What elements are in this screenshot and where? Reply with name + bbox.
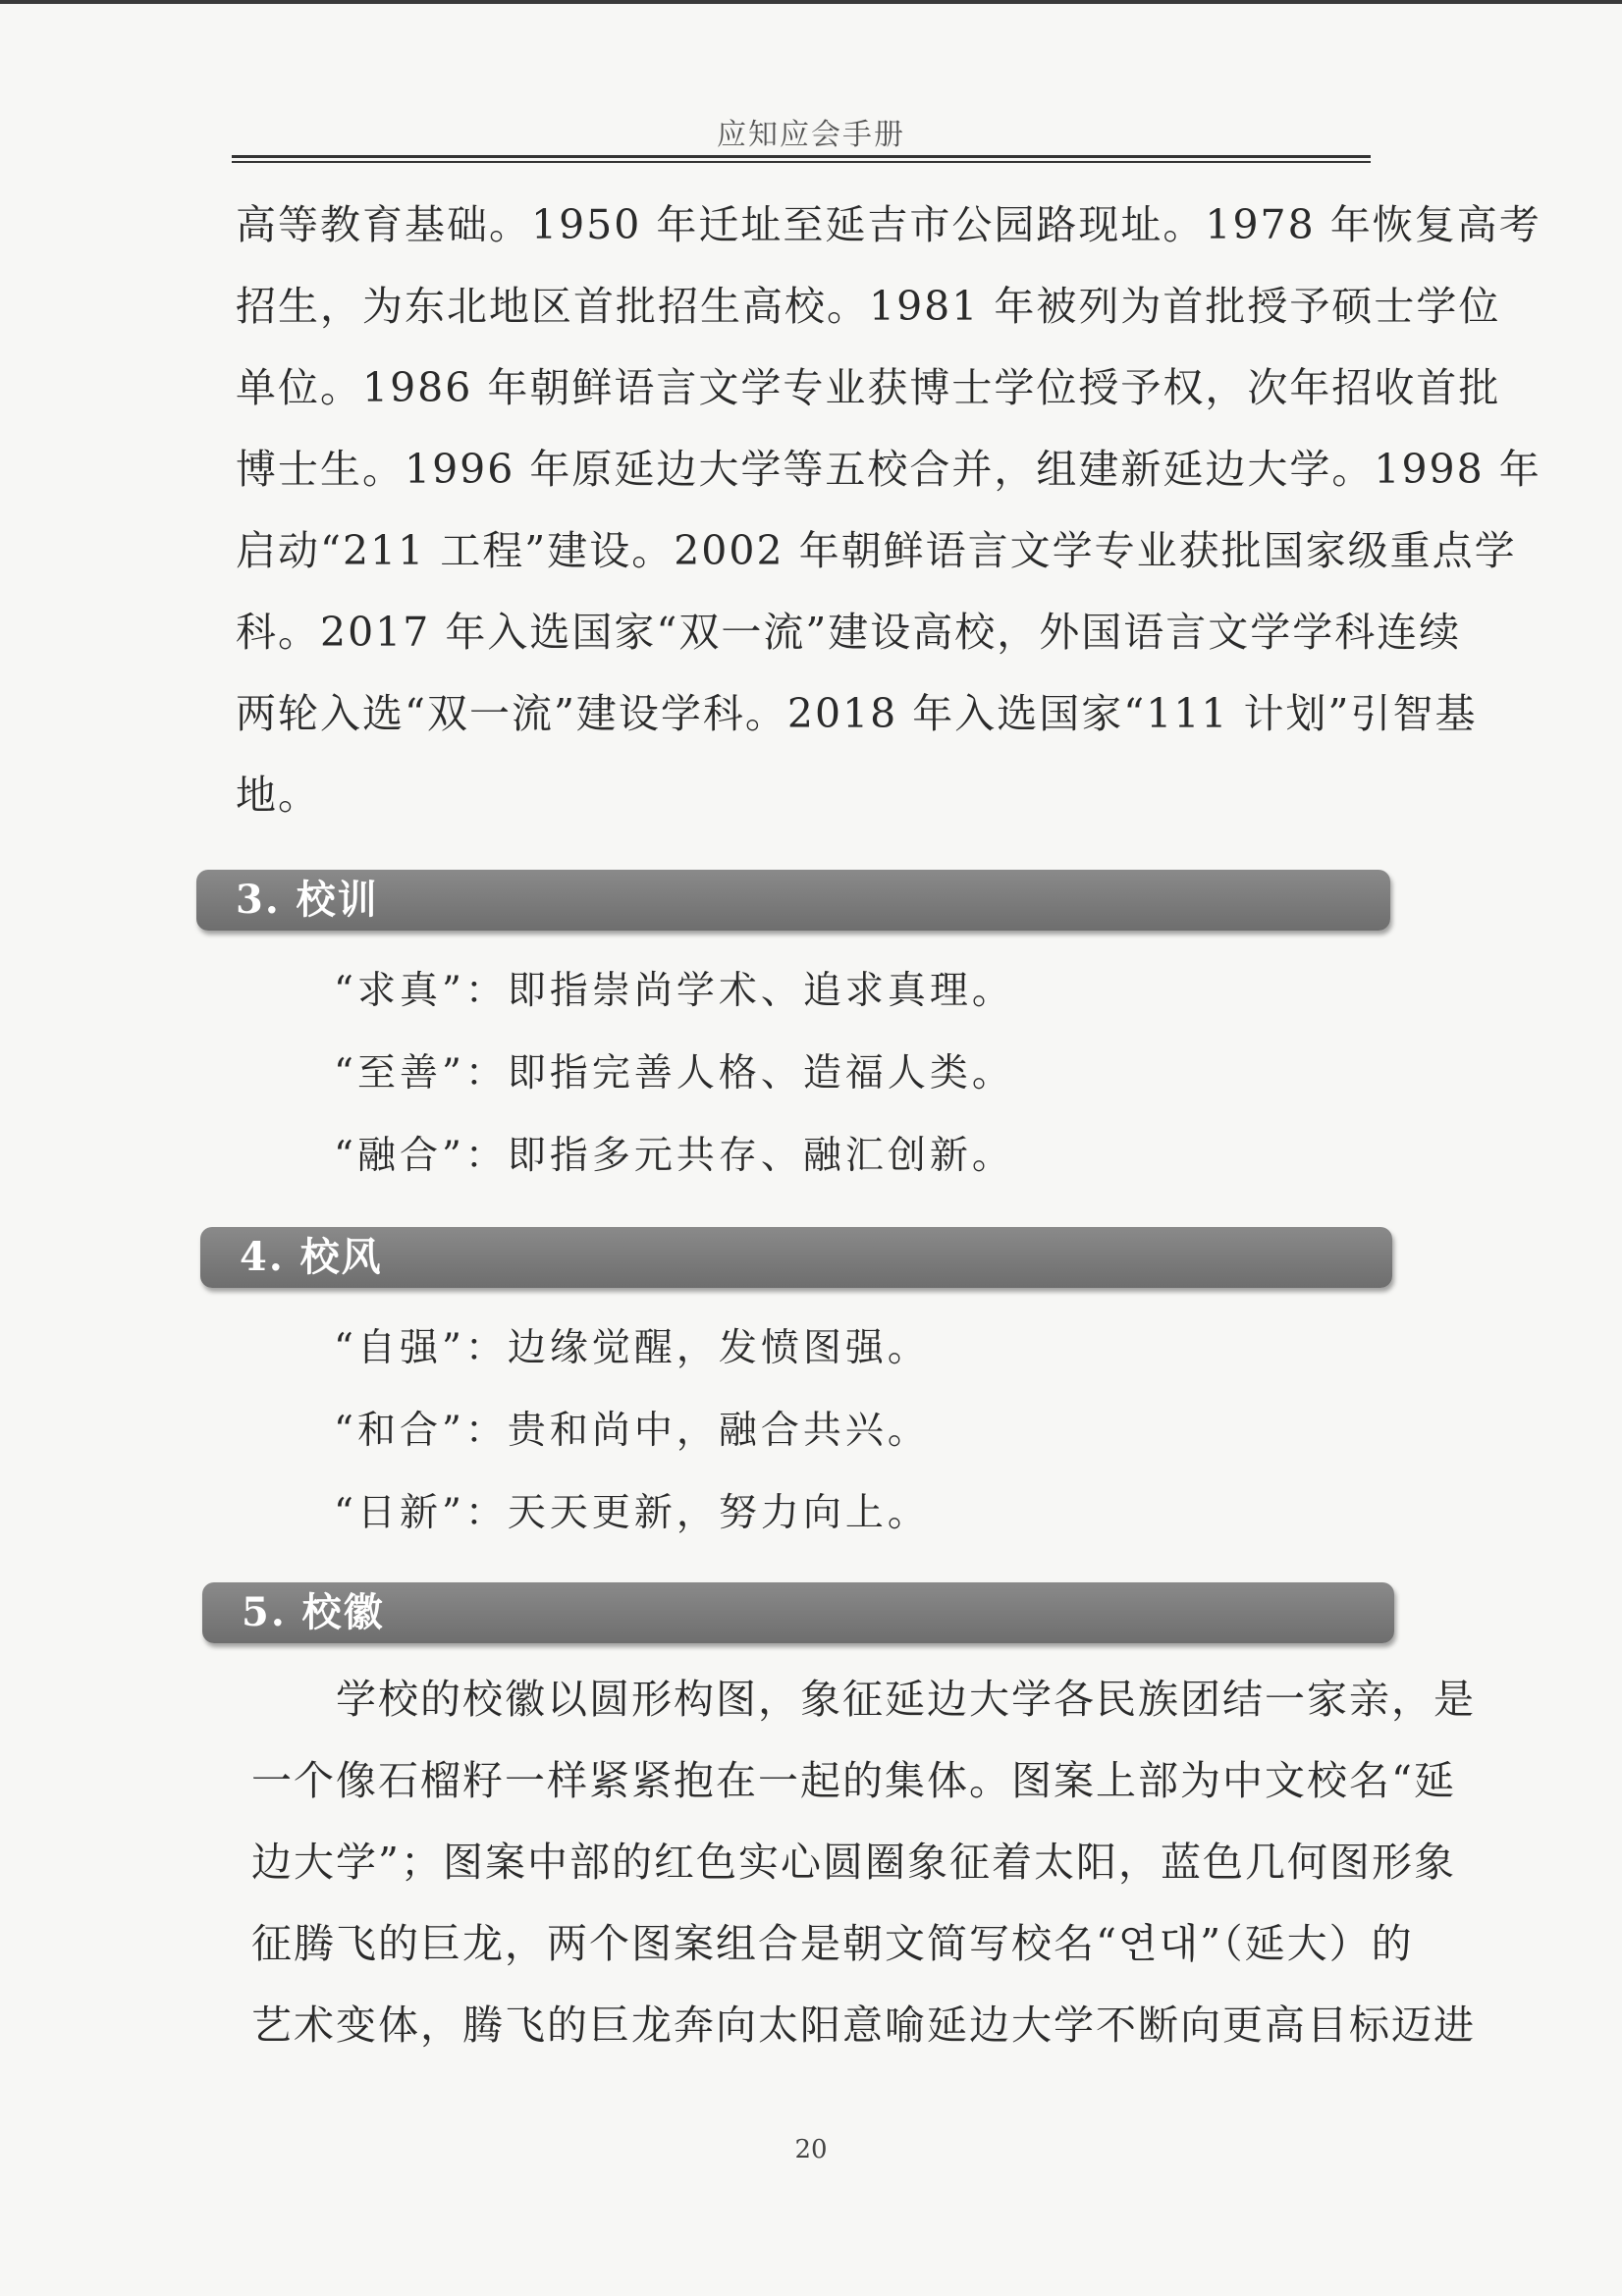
history-line: 启动“211 工程”建设。2002 年朝鲜语言文学专业获批国家级重点学 xyxy=(236,527,1517,574)
section-heading-ethos: 4. 校风 xyxy=(200,1227,1392,1288)
ethos-list xyxy=(334,1308,930,1555)
emblem-paragraph xyxy=(251,1659,1476,2066)
history-line: 地。 xyxy=(236,772,320,819)
ethos-item: “日新”：天天更新，努力向上。 xyxy=(334,1491,930,1535)
ethos-item: “和合”：贵和尚中，融合共兴。 xyxy=(334,1409,930,1453)
motto-item: “融合”：即指多元共存、融汇创新。 xyxy=(334,1134,1014,1178)
history-line: 招生，为东北地区首批招生高校。1981 年被列为首批授予硕士学位 xyxy=(236,283,1501,330)
running-header: 应知应会手册 xyxy=(717,118,905,152)
history-line: 高等教育基础。1950 年迁址至延吉市公园路现址。1978 年恢复高考 xyxy=(236,201,1541,248)
history-paragraph xyxy=(236,185,1541,836)
emblem-line: 征腾飞的巨龙，两个图案组合是朝文简写校名“연대”（延大）的 xyxy=(251,1920,1414,1967)
history-line: 两轮入选“双一流”建设学科。2018 年入选国家“111 计划”引智基 xyxy=(236,690,1478,737)
section-heading-emblem: 5. 校徽 xyxy=(202,1582,1394,1643)
page-number: 20 xyxy=(794,2135,828,2164)
header-double-rule xyxy=(232,155,1371,163)
emblem-line: 一个像石榴籽一样紧紧抱在一起的集体。图案上部为中文校名“延 xyxy=(251,1757,1456,1804)
history-line: 博士生。1996 年原延边大学等五校合并，组建新延边大学。1998 年 xyxy=(236,446,1541,493)
history-line: 单位。1986 年朝鲜语言文学专业获博士学位授予权，次年招收首批 xyxy=(236,364,1501,411)
emblem-line: 边大学”；图案中部的红色实心圆圈象征着太阳，蓝色几何图形象 xyxy=(251,1839,1456,1886)
motto-item: “求真”：即指崇尚学术、追求真理。 xyxy=(334,969,1014,1013)
emblem-line: 艺术变体，腾飞的巨龙奔向太阳意喻延边大学不断向更高目标迈进 xyxy=(251,2002,1476,2049)
motto-list xyxy=(334,950,1014,1198)
ethos-item: “自强”：边缘觉醒，发愤图强。 xyxy=(334,1326,930,1370)
motto-item: “至善”：即指完善人格、造福人类。 xyxy=(334,1051,1014,1095)
section-heading-motto: 3. 校训 xyxy=(196,870,1390,931)
scan-top-edge xyxy=(0,0,1622,4)
history-line: 科。2017 年入选国家“双一流”建设高校，外国语言文学学科连续 xyxy=(236,609,1462,656)
emblem-line: 学校的校徽以圆形构图，象征延边大学各民族团结一家亲，是 xyxy=(251,1676,1476,1723)
